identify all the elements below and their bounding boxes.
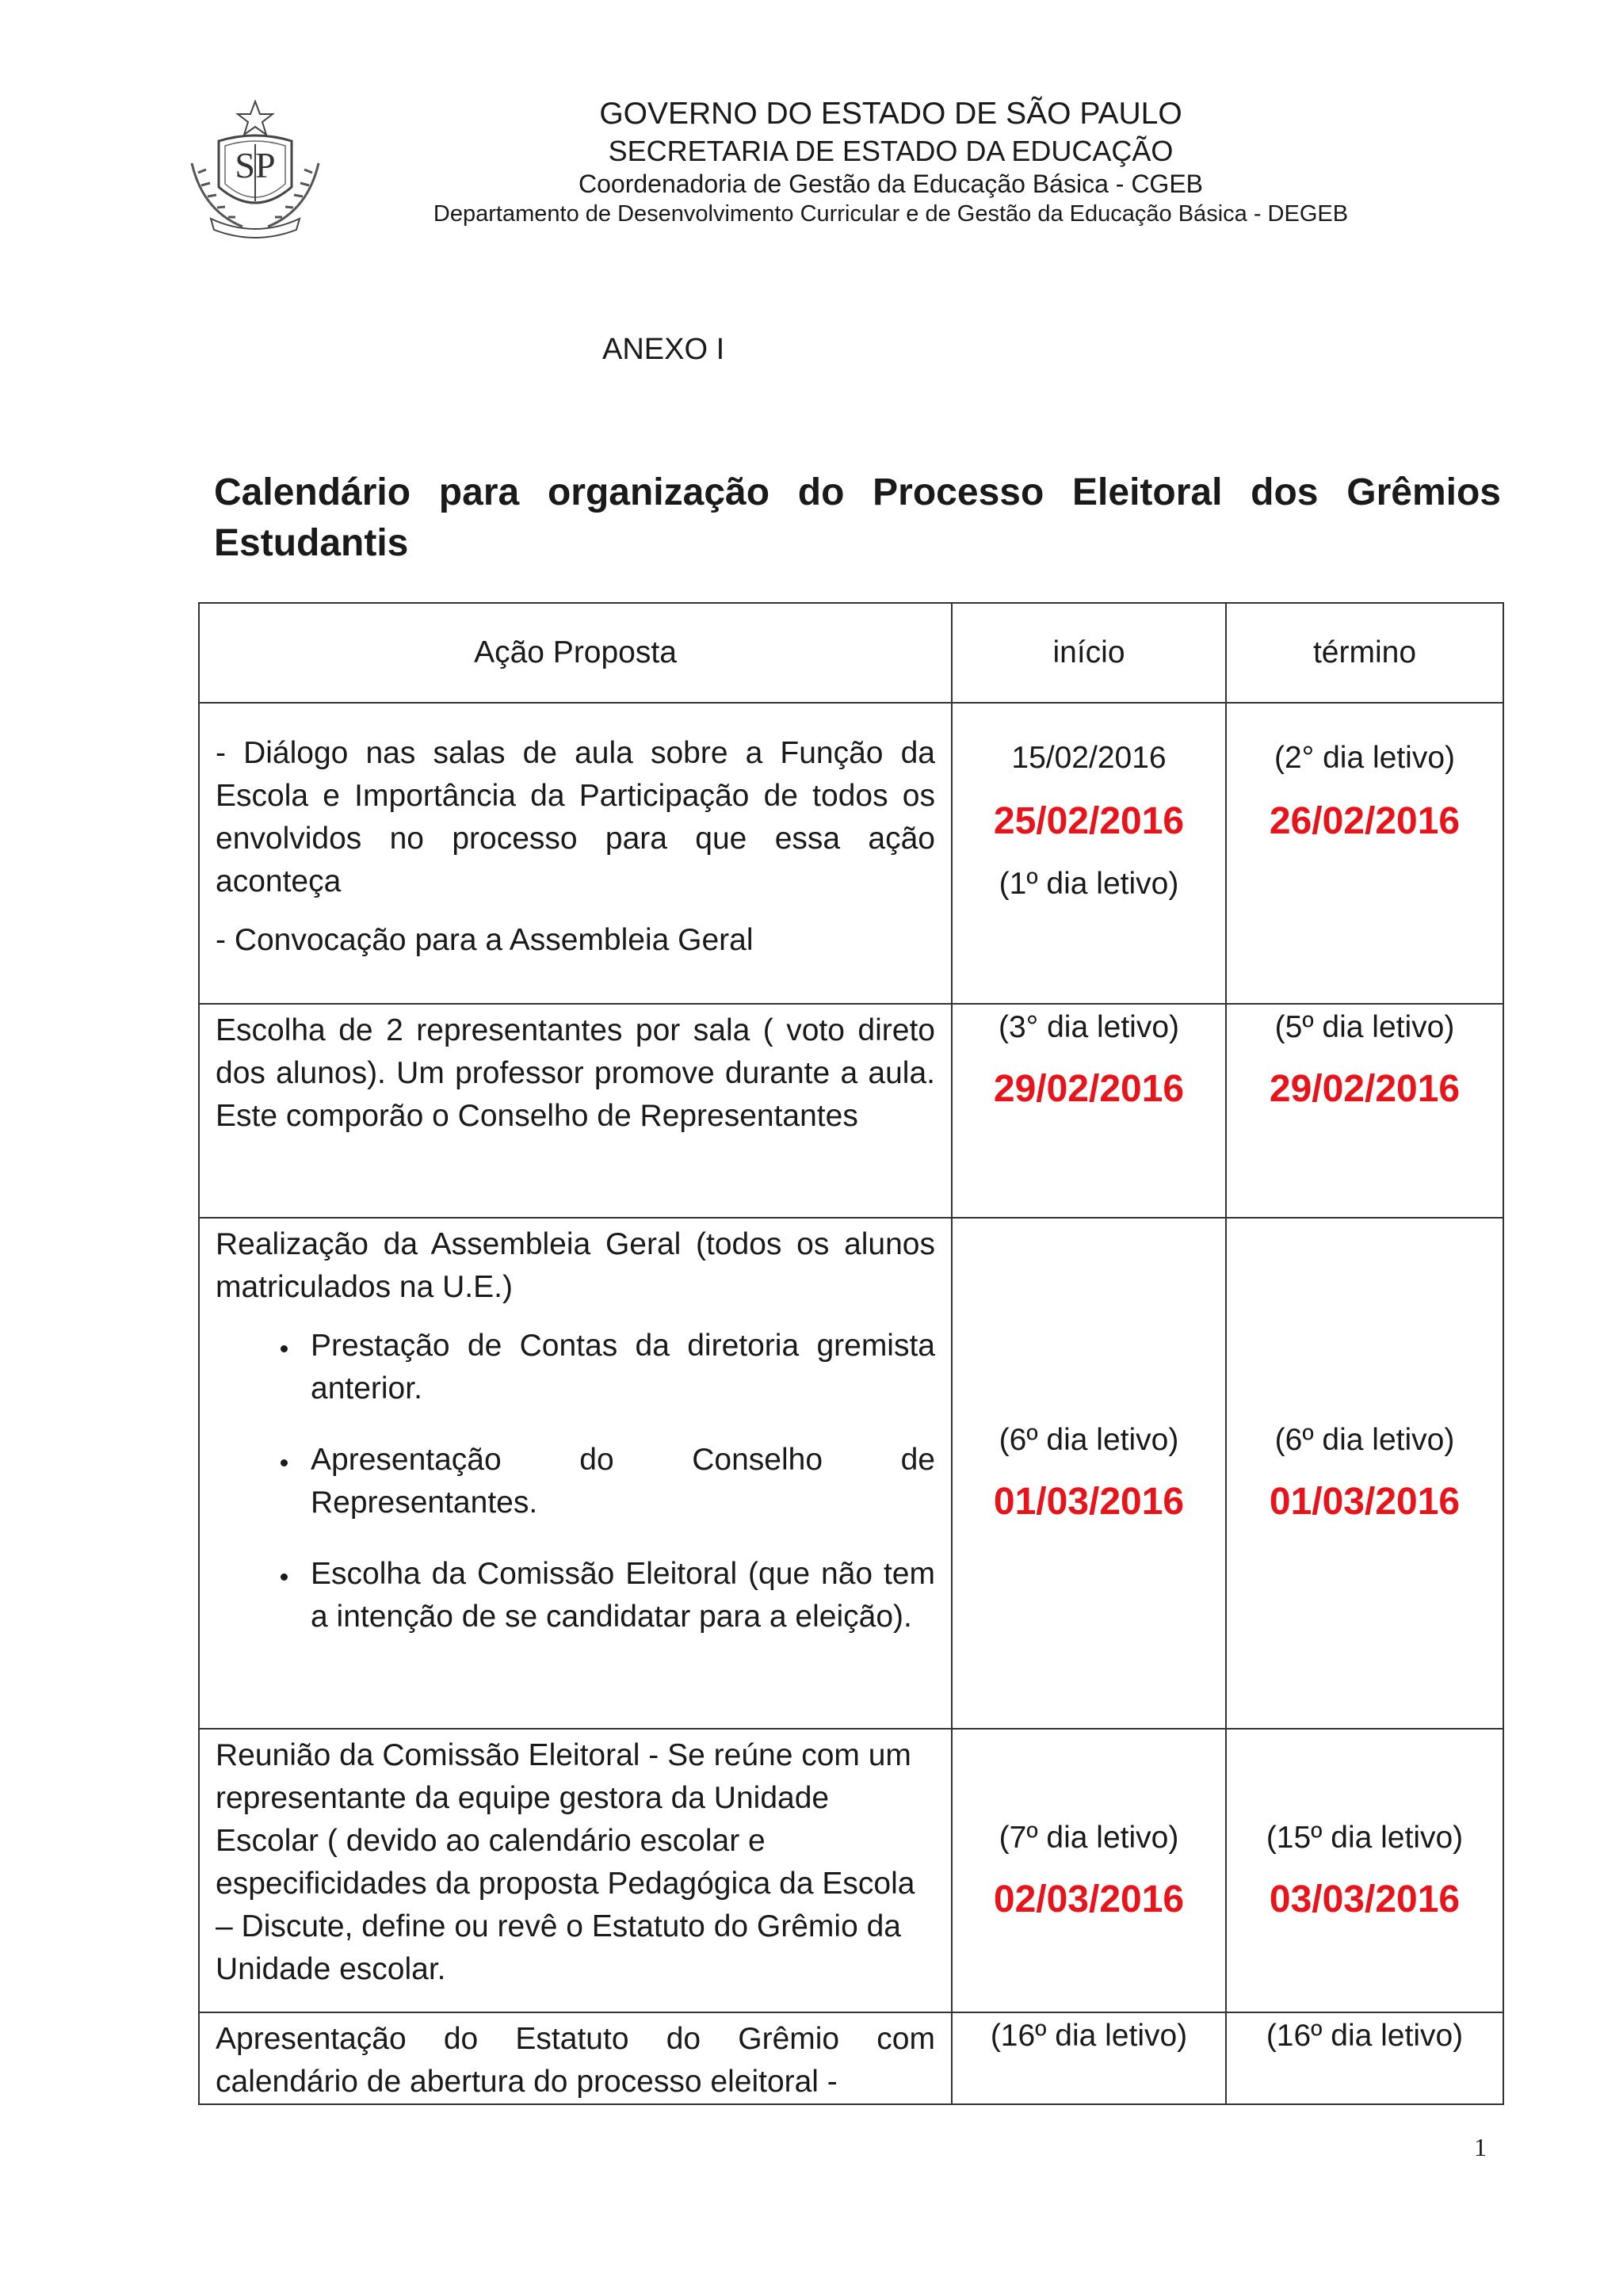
- column-header-end: término: [1226, 603, 1503, 703]
- end-date: 03/03/2016: [1269, 1878, 1461, 1920]
- table-header-row: [199, 603, 1503, 703]
- start-note: (6º dia letivo): [999, 1423, 1179, 1457]
- end-note: (6º dia letivo): [1274, 1423, 1455, 1457]
- action-text: Realização da Assembleia Geral (todos os alunos matriculados na U.E.): [216, 1227, 935, 1304]
- start-note: (16º dia letivo): [990, 2019, 1188, 2053]
- annex-label: ANEXO I: [602, 333, 725, 366]
- end-cell: [1226, 1729, 1503, 2012]
- end-date: 01/03/2016: [1269, 1481, 1461, 1523]
- start-cell: [952, 2012, 1226, 2104]
- start-cell: [952, 1218, 1226, 1729]
- start-date: 01/03/2016: [993, 1481, 1185, 1523]
- action-text: - Diálogo nas salas de aula sobre a Função da Escola e Importância da Participação de todos os envolvidos no processo para que essa ação aconteça: [216, 736, 935, 898]
- list-item: • Apresentação do Conselho de Representantes.: [300, 1439, 935, 1524]
- end-date: 29/02/2016: [1269, 1068, 1461, 1110]
- action-cell: Reunião da Comissão Eleitoral - Se reúne com um representante da equipe gestora da Unidade Escolar ( devido ao calendário escolar e especificidades da proposta Pedagógica da Escola – Discute, define ou revê o Estatuto do Grêmio da Unidade escolar.: [199, 1729, 952, 2012]
- start-date: 25/02/2016: [993, 800, 1185, 842]
- start-note: (1º dia letivo): [999, 867, 1179, 901]
- action-cell: Apresentação do Estatuto do Grêmio com calendário de abertura do processo eleitoral -: [199, 2012, 952, 2104]
- page-number: 1: [1474, 2133, 1487, 2161]
- svg-text:SP: SP: [235, 145, 276, 185]
- action-cell: [199, 1218, 952, 1729]
- end-date: 26/02/2016: [1269, 800, 1461, 842]
- header-government: GOVERNO DO ESTADO DE SÃO PAULO: [599, 97, 1182, 131]
- start-cell: [952, 703, 1226, 1004]
- header-secretariat: SECRETARIA DE ESTADO DA EDUCAÇÃO: [608, 135, 1174, 167]
- start-date: 02/03/2016: [993, 1878, 1185, 1920]
- table-row: [199, 1729, 1503, 2012]
- column-header-action: Ação Proposta: [199, 603, 952, 703]
- start-note: 15/02/2016: [1011, 741, 1167, 775]
- column-header-start: início: [952, 603, 1226, 703]
- list-item: • Prestação de Contas da diretoria gremista anterior.: [300, 1325, 935, 1410]
- header-coordination: Coordenadoria de Gestão da Educação Básica - CGEB: [578, 170, 1203, 198]
- end-cell: [1226, 1218, 1503, 1729]
- header-department: Departamento de Desenvolvimento Curricular e de Gestão da Educação Básica - DEGEB: [433, 201, 1349, 227]
- table-row: [199, 1004, 1503, 1218]
- action-text: - Convocação para a Assembleia Geral: [216, 923, 754, 957]
- start-note: (3° dia letivo): [998, 1010, 1180, 1044]
- action-cell: Escolha de 2 representantes por sala ( voto direto dos alunos). Um professor promove durante a aula. Este comporão o Conselho de Representantes: [199, 1004, 952, 1218]
- list-item: • Escolha da Comissão Eleitoral (que não tem a intenção de se candidatar para a eleição).: [300, 1553, 935, 1638]
- end-cell: [1226, 1004, 1503, 1218]
- calendar-table: [198, 602, 1504, 2105]
- end-cell: [1226, 2012, 1503, 2104]
- table-row: [199, 2012, 1503, 2104]
- table-row: [199, 703, 1503, 1004]
- start-note: (7º dia letivo): [999, 1820, 1179, 1855]
- bullet-list: [216, 1325, 935, 1638]
- end-note: (2° dia letivo): [1274, 741, 1456, 775]
- start-date: 29/02/2016: [993, 1068, 1185, 1110]
- start-cell: [952, 1729, 1226, 2012]
- end-cell: [1226, 703, 1503, 1004]
- document-title: Calendário para organização do Processo Eleitoral dos Grêmios Estudantis: [214, 471, 1501, 564]
- end-note: (15º dia letivo): [1266, 1820, 1464, 1855]
- action-cell: [199, 703, 952, 1004]
- table-row: [199, 1218, 1503, 1729]
- end-note: (5º dia letivo): [1274, 1010, 1455, 1044]
- start-cell: [952, 1004, 1226, 1218]
- end-note: (16º dia letivo): [1266, 2019, 1464, 2053]
